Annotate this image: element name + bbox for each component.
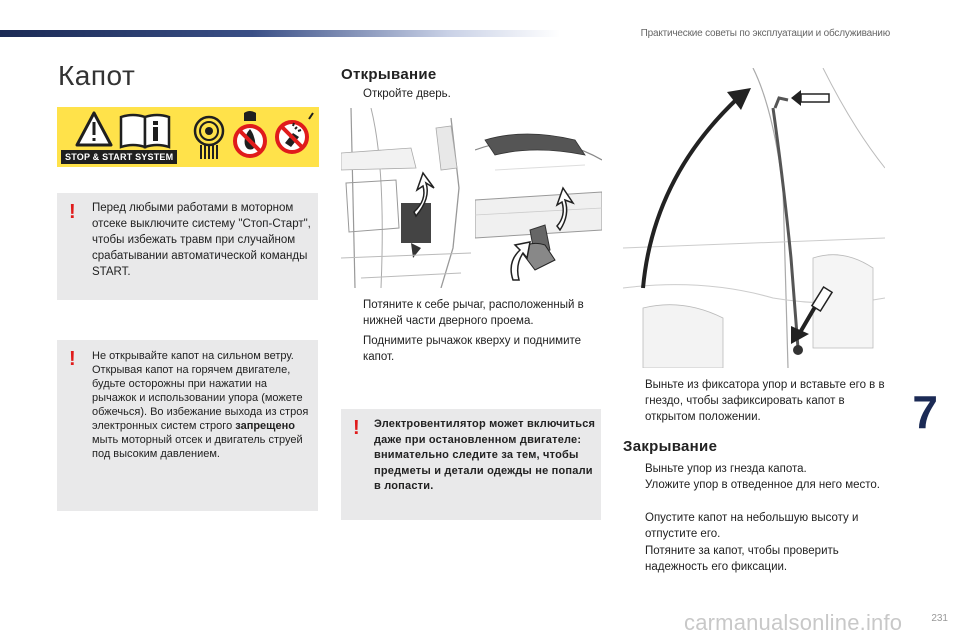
opening-step-2 — [341, 297, 603, 329]
step-text: Опустите капот на небольшую высоту и отпустите его. — [645, 512, 859, 540]
fan-icon — [195, 117, 223, 159]
warning-exclamation-icon: ! — [353, 417, 360, 439]
hood-latch-illustration — [475, 130, 602, 288]
step-text: Потяните к себе рычаг, расположенный в нижней части дверного проема. — [363, 299, 584, 327]
manual-book-icon — [121, 115, 169, 147]
safety-icon-banner — [57, 107, 319, 167]
warning-text-bold: запрещено — [235, 420, 295, 432]
warning-text-part: мыть моторный отсек и двигатель струей под высоким давлением. — [92, 434, 303, 460]
header-color-bar — [0, 30, 560, 37]
step-text: Потяните за капот, чтобы проверить надежность его фиксации. — [645, 545, 839, 573]
door-lever-illustration — [341, 108, 471, 288]
opening-section-title: Открывание — [341, 66, 437, 83]
warning-text — [92, 349, 314, 461]
step-text: Уложите упор в отведенное для него место. — [645, 479, 880, 491]
header-section-title: Практические советы по эксплуатации и обслуживанию — [640, 28, 890, 39]
no-spray-icon — [277, 113, 313, 152]
warning-box-stop-start — [57, 193, 318, 300]
warning-triangle-icon — [77, 113, 111, 145]
closing-section-title: Закрывание — [623, 438, 718, 455]
opening-step-3 — [341, 333, 603, 365]
closing-step-2 — [623, 477, 885, 493]
step-text: Выньте из фиксатора упор и вставьте его в в гнездо, чтобы зафиксировать капот в открытом положении. — [645, 379, 885, 423]
stop-start-system-label: STOP & START SYSTEM — [61, 150, 177, 164]
warning-text: Перед любыми работами в моторном отсеке выключите систему "Стоп-Старт", чтобы избежать травм при случайном срабатывании автоматической команды START. — [92, 202, 311, 278]
step-text: Поднимите рычажок кверху и поднимите капот. — [363, 335, 582, 363]
warning-exclamation-icon: ! — [69, 201, 76, 223]
warning-text: Электровентилятор может включиться даже при остановленном двигателе: внимательно следите за тем, чтобы предметы и детали одежды не попали в лопасти. — [374, 418, 596, 492]
warning-box-hot-engine — [57, 340, 318, 511]
closing-step-1 — [623, 461, 885, 477]
page-title: Капот — [58, 60, 136, 91]
chapter-number: 7 — [912, 386, 938, 438]
warning-exclamation-icon: ! — [69, 348, 76, 370]
warning-box-fan — [341, 409, 601, 520]
page-number: 231 — [931, 613, 948, 624]
watermark: carmanualsonline.info — [684, 610, 903, 635]
no-fire-icon — [235, 111, 265, 156]
step-text: Выньте упор из гнезда капота. — [645, 463, 807, 475]
opening-step-1 — [341, 86, 601, 102]
closing-step-4 — [623, 543, 885, 575]
closing-step-3 — [623, 510, 885, 542]
step-text: Откройте дверь. — [363, 88, 451, 100]
opening-step-4 — [623, 377, 885, 425]
warning-text-part: Не открывайте капот на сильном ветру. Открывая капот на горячем двигателе, будьте осторожны при нажатии на рычажок и использовании упора (можете обжечься). Во избежание выхода из строя электронных систем строго — [92, 350, 309, 432]
hood-prop-rod-illustration — [623, 68, 885, 368]
